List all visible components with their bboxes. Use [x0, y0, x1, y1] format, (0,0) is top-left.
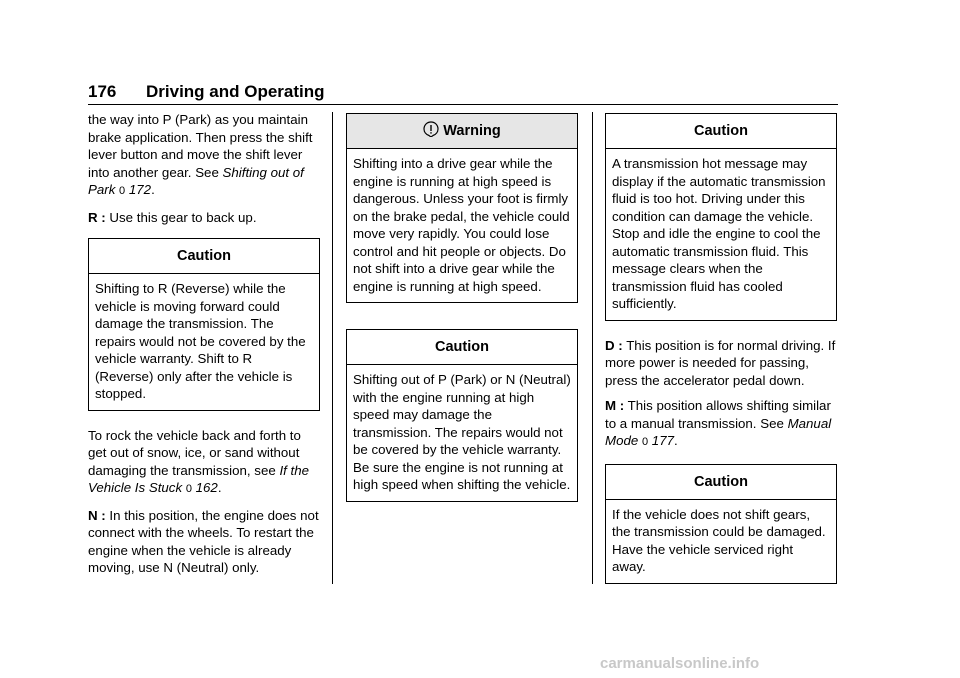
- cross-reference-link[interactable]: Manual Mode: [605, 415, 832, 448]
- caution-title: Caution: [347, 330, 577, 365]
- page-number: 176: [88, 82, 117, 101]
- column-3: [605, 113, 837, 584]
- paragraph-drive: D : This position is for normal driving. If more power is needed for passing, press the accelerator pedal down.: [605, 337, 836, 388]
- caution-title: Caution: [89, 239, 319, 274]
- gear-label-r: R :: [88, 209, 106, 225]
- caution-title: Caution: [606, 114, 836, 149]
- page-header: [88, 82, 838, 104]
- gear-label-d: D :: [605, 337, 623, 353]
- caution-box-reverse: [88, 238, 320, 411]
- caution-box-park-neutral: [346, 329, 578, 502]
- page-ref-icon: 0: [641, 436, 649, 448]
- caution-box-shift-gears: [605, 464, 837, 584]
- caution-title: Caution: [606, 465, 836, 500]
- warning-header: [347, 114, 577, 149]
- warning-icon: [423, 121, 439, 137]
- warning-text: Shifting into a drive gear while the engine is running at high speed is dangerous. Unless your foot is firmly on the brake pedal, the vehicle could move very rapidly. You could lose control and hit people or objects. Do not shift into a drive gear while the engine is running at high speed.: [353, 156, 570, 294]
- watermark: carmanualsonline.info: [600, 655, 760, 672]
- column-divider-1: [332, 112, 333, 584]
- caution-text: If the vehicle does not shift gears, the transmission could be damaged. Have the vehicle serviced right away.: [612, 506, 826, 574]
- column-2: [346, 113, 578, 502]
- caution-text: A transmission hot message may display if the automatic transmission fluid is too hot. Driving under this condition can damage the vehicle. Stop and idle the engine to cool the automatic transmission fluid. This message clears when the transmission fluid has cooled sufficiently.: [612, 156, 826, 311]
- caution-text: Shifting out of P (Park) or N (Neutral) with the engine running at high speed may damage the transmission. The repairs would not be covered by the vehicle warranty. Be sure the engine is not running at high speed when shifting the vehicle.: [353, 372, 571, 492]
- cross-reference-link[interactable]: If the Vehicle Is Stuck: [88, 462, 310, 495]
- gear-label-m: M :: [605, 398, 625, 413]
- column-divider-2: [592, 112, 593, 584]
- paragraph-park-release: the way into P (Park) as you maintain brake application. Then press the shift lever button and move the shift lever into another gear. See Shifting out of Park 0 172.: [88, 112, 313, 197]
- page-ref-icon: 0: [119, 185, 126, 197]
- warning-title: Warning: [443, 123, 501, 139]
- cross-reference-link[interactable]: Shifting out of Park: [88, 164, 304, 197]
- page-ref-icon: 0: [185, 483, 192, 495]
- header-rule: [88, 104, 838, 105]
- paragraph-neutral: N : In this position, the engine does not connect with the wheels. To restart the engine when the vehicle is already moving, use N (Neutral) only.: [88, 507, 319, 575]
- paragraph-reverse: R : Use this gear to back up.: [88, 209, 257, 225]
- caution-box-hot-fluid: [605, 113, 837, 321]
- paragraph-rocking: To rock the vehicle back and forth to get out of snow, ice, or sand without damaging the transmission, see If the Vehicle Is Stuck 0 162.: [88, 427, 310, 495]
- section-title: Driving and Operating: [146, 82, 325, 101]
- gear-label-n: N :: [88, 507, 106, 523]
- caution-text: Shifting to R (Reverse) while the vehicle is moving forward could damage the transmission. The repairs would not be covered by the vehicle warranty. Shift to R (Reverse) only after the vehicle is stopped.: [95, 281, 306, 401]
- page-ref-number[interactable]: 177: [651, 433, 674, 448]
- page-ref-number[interactable]: 172: [128, 182, 152, 197]
- warning-box: [346, 113, 578, 303]
- paragraph-manual: M : This position allows shifting similar to a manual transmission. See Manual Mode 0 177.: [605, 398, 832, 448]
- column-1: [88, 111, 320, 585]
- page-ref-number[interactable]: 162: [195, 480, 218, 495]
